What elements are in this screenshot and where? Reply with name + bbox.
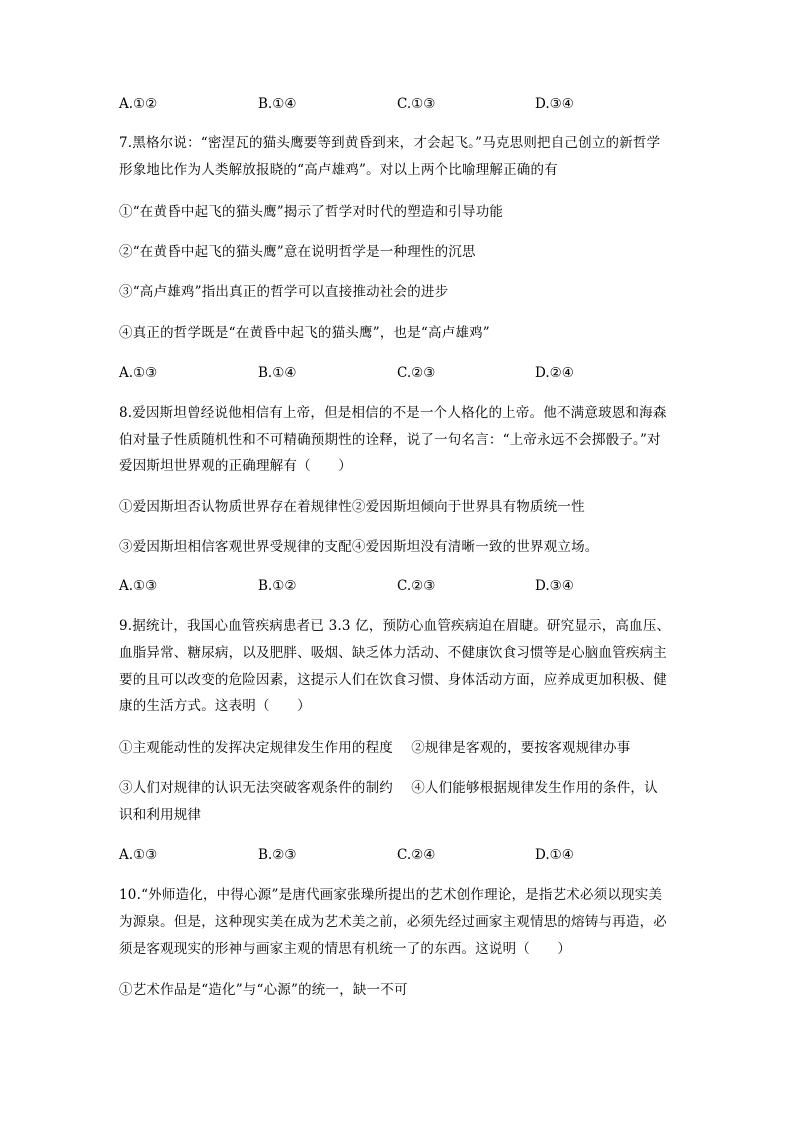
q9-option-b: B.②③ [258,847,297,863]
q8-option-d: D.③④ [535,578,574,594]
q6-option-c: C.①③ [397,96,436,112]
q8-stem-line-1: 8.爱因斯坦曾经说他相信有上帝，但是相信的不是一个人格化的上帝。他不满意玻恩和海森 [119,405,667,421]
q6-option-d: D.③④ [535,96,574,112]
q9-statement-1: ①主观能动性的发挥决定规律发生作用的程度 ②规律是客观的，要按客观规律办事 [119,740,631,756]
q10-stem-line-2: 为源泉。但是，这种现实美在成为艺术美之前，必须先经过画家主观情思的熔铸与再造，必 [119,914,667,930]
q9-stem-line-4: 康的生活方式。这表明（ ） [119,698,311,714]
q9-option-c: C.②④ [397,847,436,863]
q6-option-b: B.①④ [258,96,297,112]
q7-statement-2: ②“在黄昏中起飞的猫头鹰”意在说明哲学是一种理性的沉思 [119,244,476,260]
q7-statement-4: ④真正的哲学既是“在黄昏中起飞的猫头鹰”，也是“高卢雄鸡” [119,325,490,341]
q8-stem-line-3: 爱因斯坦世界观的正确理解有（ ） [119,458,352,474]
q7-option-d: D.②④ [535,365,574,381]
q9-stem-line-1: 9.据统计，我国心血管疾病患者已 3.3 亿，预防心血管疾病迫在眉睫。研究显示，高血压、 [119,618,671,634]
q9-stem-line-2: 血脂异常、糖尿病，以及肥胖、吸烟、缺乏体力活动、不健康饮食习惯等是心脑血管疾病主 [119,645,667,661]
q7-option-c: C.②③ [397,365,436,381]
q10-stem-line-3: 须是客观现实的形神与画家主观的情思有机统一了的东西。这说明（ ） [119,941,572,957]
q9-option-a: A.①③ [119,847,158,863]
q8-option-a: A.①③ [119,578,158,594]
q9-options [119,846,689,864]
q9-statement-2: ③人们对规律的认识无法突破客观条件的制约 ④人们能够根据规律发生作用的条件，认 [119,780,658,796]
q8-statement-2: ③爱因斯坦相信客观世界受规律的支配④爱因斯坦没有清晰一致的世界观立场。 [119,539,599,555]
q10-stem-line-1: 10.“外师造化，中得心源”是唐代画家张璪所提出的艺术创作理论，是指艺术必须以现实美 [119,887,663,903]
q6-options [119,95,689,113]
q8-option-c: C.②③ [397,578,436,594]
q7-statement-3: ③“高卢雄鸡”指出真正的哲学可以直接推动社会的进步 [119,284,449,300]
q6-option-a: A.①② [119,96,158,112]
q10-statement-1: ①艺术作品是“造化”与“心源”的统一，缺一不可 [119,982,408,998]
q8-option-b: B.①② [258,578,297,594]
q8-options [119,577,689,595]
q9-stem-line-3: 要的且可以改变的危险因素，这提示人们在饮食习惯、身体活动方面，应养成更加积极、健 [119,672,667,688]
q7-stem-line-1: 7.黑格尔说：“密涅瓦的猫头鹰要等到黄昏到来，才会起飞。”马克思则把自己创立的新哲学 [119,135,661,151]
q9-statement-2-cont: 识和利用规律 [119,807,202,823]
q7-statement-1: ①“在黄昏中起飞的猫头鹰”揭示了哲学对时代的塑造和引导功能 [119,204,504,220]
q8-stem-line-2: 伯对量子性质随机性和不可精确预期性的诠释，说了一句名言：“上帝永远不会掷骰子。”对 [119,432,661,448]
q7-options [119,364,689,382]
q9-option-d: D.①④ [535,847,574,863]
q7-option-a: A.①③ [119,365,158,381]
q7-option-b: B.①④ [258,365,297,381]
q8-statement-1: ①爱因斯坦否认物质世界存在着规律性②爱因斯坦倾向于世界具有物质统一性 [119,499,585,515]
q7-stem-line-2: 形象地比作为人类解放报晓的“高卢雄鸡”。对以上两个比喻理解正确的有 [119,162,558,178]
